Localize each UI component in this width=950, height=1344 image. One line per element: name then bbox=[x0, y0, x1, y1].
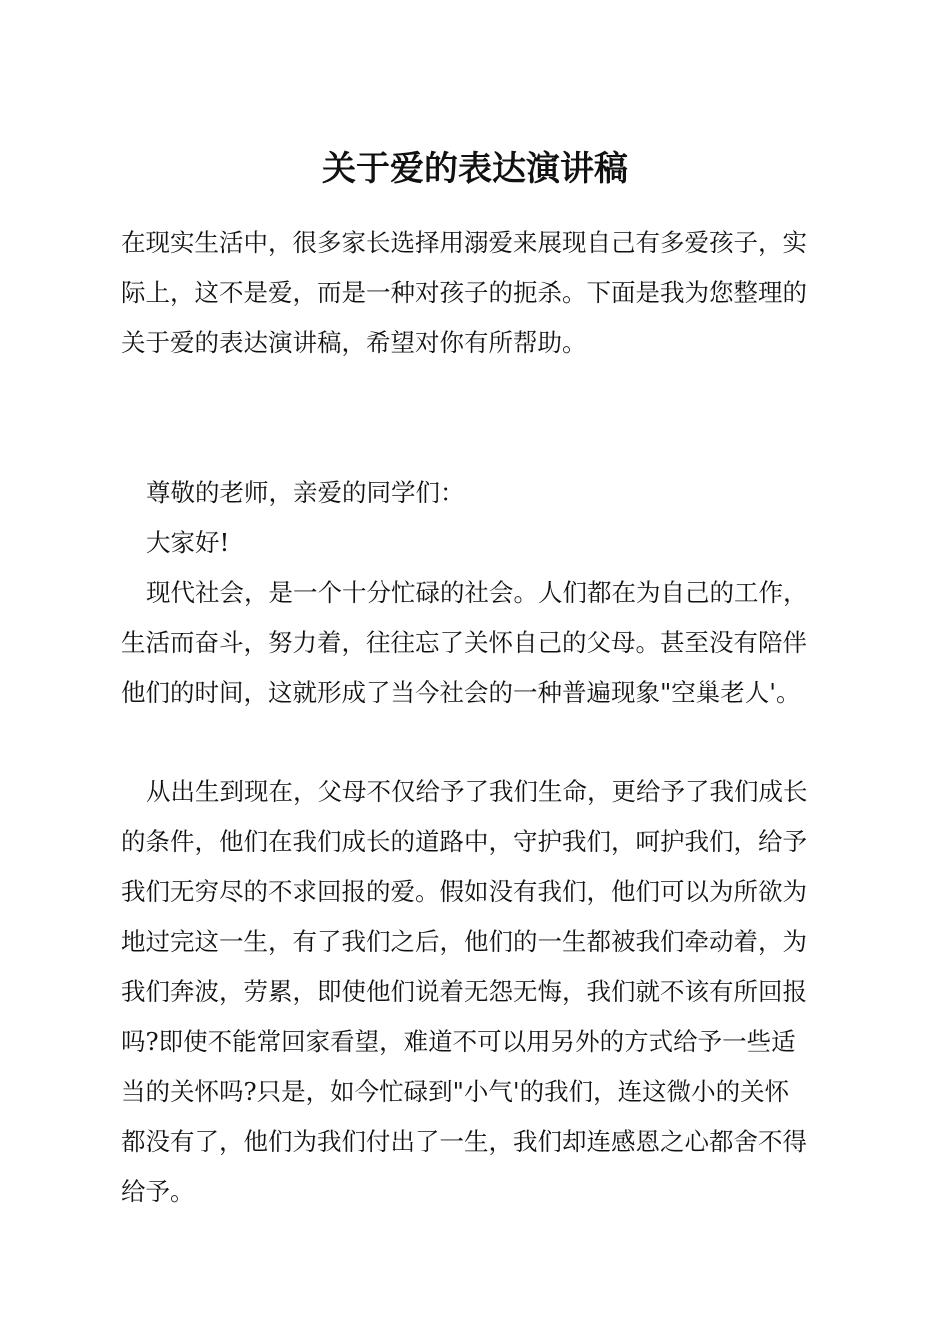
intro-line: 在现实生活中，很多家长选择用溺爱来展现自己有多爱孩子，实 bbox=[121, 228, 807, 257]
document-title: 关于爱的表达演讲稿 bbox=[322, 149, 628, 189]
paragraph2-line: 地过完这一生，有了我们之后，他们的一生都被我们牵动着，为 bbox=[121, 927, 807, 956]
paragraph1-line: 生活而奋斗，努力着，往往忘了关怀自己的父母。甚至没有陪伴 bbox=[121, 628, 807, 657]
paragraph1-line: 他们的时间，这就形成了当今社会的一种普遍现象"空巢老人'。 bbox=[121, 678, 801, 707]
salutation: 尊敬的老师，亲爱的同学们： bbox=[146, 478, 465, 507]
paragraph2-line: 当的关怀吗?只是，如今忙碌到"小气'的我们，连这微小的关怀 bbox=[121, 1077, 790, 1106]
paragraph2-line: 给予。 bbox=[121, 1177, 195, 1206]
paragraph2-line: 从出生到现在，父母不仅给予了我们生命，更给予了我们成长 bbox=[146, 777, 808, 806]
intro-line: 关于爱的表达演讲稿，希望对你有所帮助。 bbox=[121, 328, 587, 357]
paragraph2-line: 我们奔波，劳累，即使他们说着无怨无悔，我们就不该有所回报 bbox=[121, 977, 807, 1006]
paragraph2-line: 的条件，他们在我们成长的道路中，守护我们，呵护我们，给予 bbox=[121, 827, 807, 856]
paragraph1-line: 现代社会，是一个十分忙碌的社会。人们都在为自己的工作， bbox=[146, 578, 808, 607]
paragraph2-line: 都没有了，他们为我们付出了一生，我们却连感恩之心都舍不得 bbox=[121, 1127, 807, 1156]
paragraph2-line: 吗?即使不能常回家看望，难道不可以用另外的方式给予一些适 bbox=[121, 1027, 796, 1056]
greeting: 大家好! bbox=[146, 528, 230, 557]
intro-line: 际上，这不是爱，而是一种对孩子的扼杀。下面是我为您整理的 bbox=[121, 278, 807, 307]
paragraph2-line: 我们无穷尽的不求回报的爱。假如没有我们，他们可以为所欲为 bbox=[121, 877, 807, 906]
